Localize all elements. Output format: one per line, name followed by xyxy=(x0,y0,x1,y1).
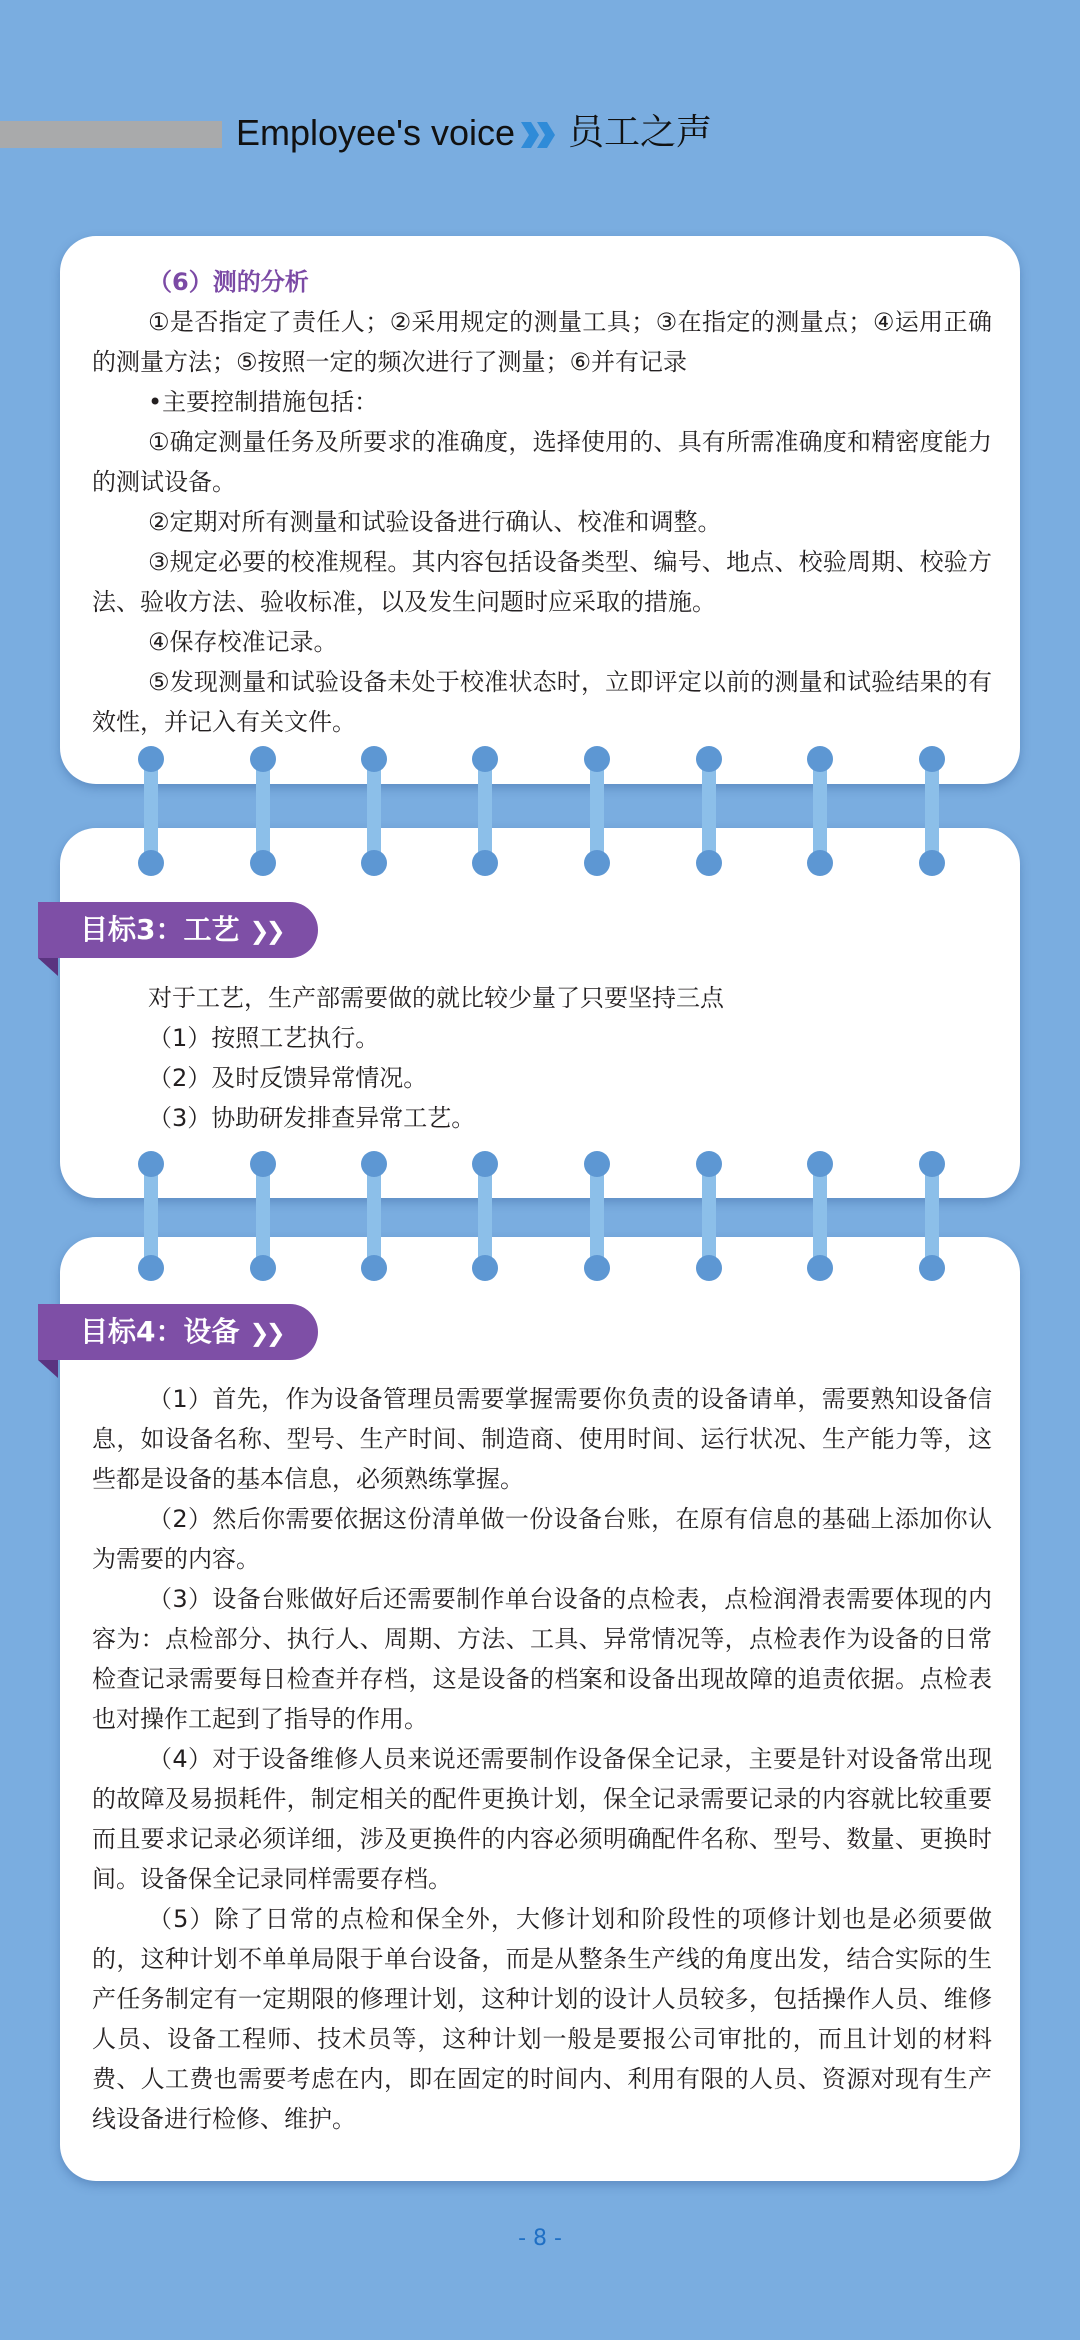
ring-binding-icon xyxy=(144,1163,158,1269)
double-chevron-icon: ❯❯ xyxy=(249,917,282,945)
section-ribbon-process xyxy=(38,902,318,958)
ring-binding-icon xyxy=(367,1163,381,1269)
ring-binding-icon xyxy=(702,758,716,864)
paragraph: ④保存校准记录。 xyxy=(148,628,338,656)
paragraph: ②定期对所有测量和试验设备进行确认、校准和调整。 xyxy=(148,508,722,536)
ring-binding-icon xyxy=(590,1163,604,1269)
ribbon-fold xyxy=(38,1360,58,1378)
ring-binding-icon xyxy=(702,1163,716,1269)
page-number: - 8 - xyxy=(518,2226,562,2251)
ribbon-fold xyxy=(38,958,58,976)
card3-text xyxy=(92,1379,992,2139)
double-chevron-icon: ❯❯ xyxy=(249,1319,282,1347)
ring-binding-icon xyxy=(367,758,381,864)
ring-binding-icon xyxy=(813,1163,827,1269)
ring-binding-icon xyxy=(478,1163,492,1269)
ribbon-label: 目标4：设备 xyxy=(80,1315,240,1348)
card2-text xyxy=(92,978,992,1138)
paragraph: ③规定必要的校准规程。其内容包括设备类型、编号、地点、校验周期、校验方法、验收方法、验收标准，以及发生问题时应采取的措施。 xyxy=(92,548,992,616)
ring-binding-icon xyxy=(144,758,158,864)
card-equipment xyxy=(60,1237,1020,2181)
ring-binding-icon xyxy=(590,758,604,864)
ring-binding-icon xyxy=(925,1163,939,1269)
ring-binding-icon xyxy=(256,1163,270,1269)
paragraph: ①是否指定了责任人；②采用规定的测量工具；③在指定的测量点；④运用正确的测量方法；⑤按照一定的频次进行了测量；⑥并有记录 xyxy=(92,308,992,376)
card-process xyxy=(60,828,1020,1198)
paragraph: （3）设备台账做好后还需要制作单台设备的点检表，点检润滑表需要体现的内容为：点检部分、执行人、周期、方法、工具、异常情况等，点检表作为设备的日常检查记录需要每日检查并存档，这是设备的档案和设备出现故障的追责依据。点检表也对操作工起到了指导的作用。 xyxy=(92,1585,992,1733)
ribbon-label: 目标3：工艺 xyxy=(80,913,240,946)
paragraph: ①确定测量任务及所要求的准确度，选择使用的、具有所需准确度和精密度能力的测试设备。 xyxy=(92,428,992,496)
section-heading: （6）测的分析 xyxy=(148,268,309,296)
ring-binding-icon xyxy=(256,758,270,864)
paragraph: （2）然后你需要依据这份清单做一份设备台账，在原有信息的基础上添加你认为需要的内容。 xyxy=(92,1505,992,1573)
list-item: （1）按照工艺执行。 xyxy=(148,1024,380,1052)
list-item: （3）协助研发排查异常工艺。 xyxy=(148,1104,476,1132)
card-measurement-analysis xyxy=(60,236,1020,784)
paragraph: •主要控制措施包括： xyxy=(148,388,379,416)
paragraph: （5）除了日常的点检和保全外，大修计划和阶段性的项修计划也是必须要做的，这种计划不单单局限于单台设备，而是从整条生产线的角度出发，结合实际的生产任务制定有一定期限的修理计划，这种计划的设计人员较多，包括操作人员、维修人员、设备工程师、技术员等，这种计划一般是要报公司审批的，而且计划的材料费、人工费也需要考虑在内，即在固定的时间内、利用有限的人员、资源对现有生产线设备进行检修、维护。 xyxy=(92,1905,992,2133)
header-title-en: Employee's voice xyxy=(236,112,515,153)
ring-binding-icon xyxy=(813,758,827,864)
paragraph: （4）对于设备维修人员来说还需要制作设备保全记录，主要是针对设备常出现的故障及易损耗件，制定相关的配件更换计划，保全记录需要记录的内容就比较重要而且要求记录必须详细，涉及更换件的内容必须明确配件名称、型号、数量、更换时间。设备保全记录同样需要存档。 xyxy=(92,1745,992,1893)
ring-binding-icon xyxy=(925,758,939,864)
header-gray-bar xyxy=(0,121,222,148)
card1-text xyxy=(92,262,992,742)
paragraph: ⑤发现测量和试验设备未处于校准状态时，立即评定以前的测量和试验结果的有效性，并记入有关文件。 xyxy=(92,668,992,736)
paragraph: （1）首先，作为设备管理员需要掌握需要你负责的设备请单，需要熟知设备信息，如设备名称、型号、生产时间、制造商、使用时间、运行状况、生产能力等，这些都是设备的基本信息，必须熟练掌握。 xyxy=(92,1385,992,1493)
header-title-cn: 员工之声 xyxy=(568,112,713,153)
section-ribbon-equipment xyxy=(38,1304,318,1360)
ring-binding-icon xyxy=(478,758,492,864)
list-item: （2）及时反馈异常情况。 xyxy=(148,1064,428,1092)
double-chevron-icon xyxy=(519,118,559,152)
paragraph: 对于工艺，生产部需要做的就比较少量了只要坚持三点 xyxy=(148,984,724,1012)
